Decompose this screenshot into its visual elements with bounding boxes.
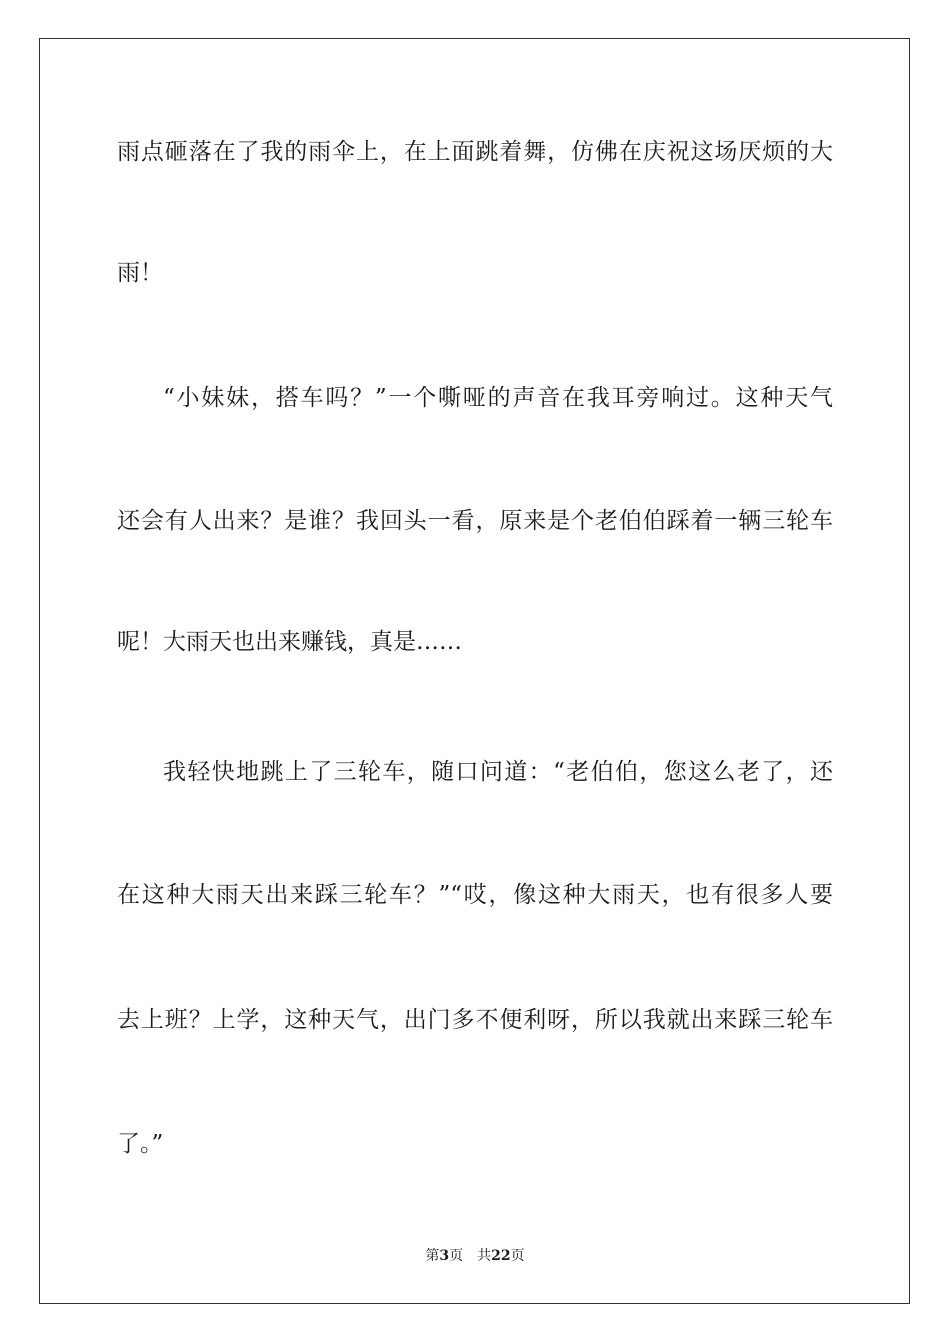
paragraph-line: 去上班？上学，这种天气，出门多不便利呀，所以我就出来踩三轮车 [117,1007,833,1033]
page-unit: 页 [449,1248,464,1264]
paragraph-line: “小妹妹，搭车吗？”一个嘶哑的声音在我耳旁响过。这种天气 [163,385,833,411]
total-prefix: 共 [477,1248,492,1264]
paragraph-line: 在这种大雨天出来踩三轮车？”“哎，像这种大雨天，也有很多人要 [117,882,833,908]
paragraph-line: 了。” [117,1131,164,1157]
page-border [39,38,910,1304]
paragraph-line: 雨！ [117,260,163,286]
paragraph-line: 我轻快地跳上了三轮车，随口问道：“老伯伯，您这么老了，还 [163,759,833,785]
total-unit: 页 [510,1248,525,1264]
paragraph-line: 雨点砸落在了我的雨伞上，在上面跳着舞，仿佛在庆祝这场厌烦的大 [117,139,833,165]
page-prefix: 第 [425,1248,440,1264]
page-footer [0,1247,950,1265]
paragraph-line: 呢！大雨天也出来赚钱，真是…… [117,629,462,655]
total-page-count: 22 [491,1248,511,1264]
paragraph-line: 还会有人出来？是谁？我回头一看，原来是个老伯伯踩着一辆三轮车 [117,508,833,534]
current-page-number: 3 [439,1248,450,1264]
